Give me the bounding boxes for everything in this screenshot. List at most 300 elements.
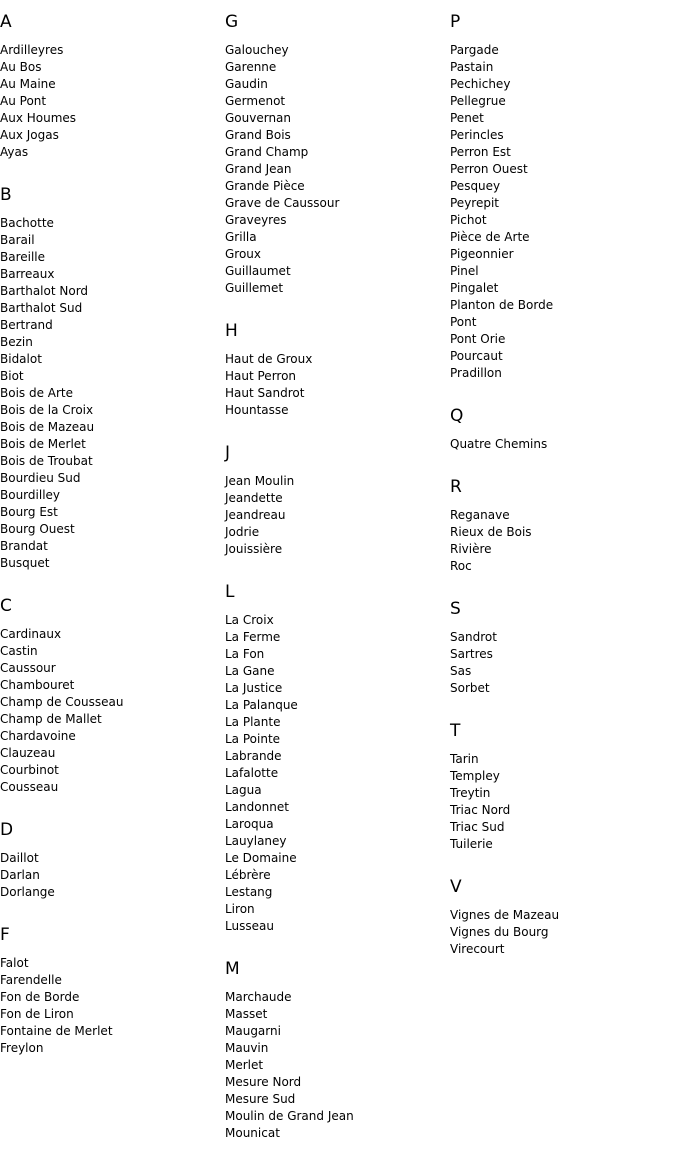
place-link[interactable]: Rivière xyxy=(450,542,492,556)
place-link[interactable]: Bourdieu Sud xyxy=(0,471,81,485)
list-item xyxy=(0,385,225,402)
list-item xyxy=(450,229,675,246)
list-item xyxy=(225,1091,450,1108)
place-link[interactable]: Busquet xyxy=(0,556,50,570)
list-item xyxy=(0,368,225,385)
list-item xyxy=(450,663,675,680)
letter-group-j xyxy=(225,443,450,558)
index-column-2 xyxy=(225,0,450,1166)
list-item xyxy=(0,334,225,351)
place-link[interactable]: Reganave xyxy=(450,508,510,522)
place-link[interactable]: Penet xyxy=(450,111,484,125)
list-item xyxy=(0,436,225,453)
place-link[interactable]: Sorbet xyxy=(450,681,490,695)
place-link[interactable]: Lestang xyxy=(225,885,273,899)
letter-group-p xyxy=(450,12,675,382)
list-item xyxy=(225,782,450,799)
list-item xyxy=(225,850,450,867)
list-item xyxy=(450,195,675,212)
list-item xyxy=(225,1040,450,1057)
list-item xyxy=(225,280,450,297)
list-item xyxy=(450,331,675,348)
list-item xyxy=(225,263,450,280)
list-item xyxy=(225,731,450,748)
place-link[interactable]: Gaudin xyxy=(225,77,268,91)
list-item xyxy=(225,663,450,680)
place-link[interactable]: Barreaux xyxy=(0,267,55,281)
list-item xyxy=(0,728,225,745)
place-link[interactable]: Jean Moulin xyxy=(225,474,295,488)
index-column-3 xyxy=(450,0,675,982)
list-item xyxy=(0,555,225,572)
list-item xyxy=(0,504,225,521)
letter-heading: R xyxy=(450,477,462,497)
list-item xyxy=(450,76,675,93)
place-link[interactable]: Labrande xyxy=(225,749,282,763)
list-item xyxy=(0,643,225,660)
list-item xyxy=(225,646,450,663)
place-list xyxy=(0,955,225,1057)
list-item xyxy=(225,385,450,402)
letter-heading: P xyxy=(450,12,461,32)
place-list xyxy=(225,989,450,1142)
place-link[interactable]: Tuilerie xyxy=(450,837,493,851)
place-link[interactable]: Landonnet xyxy=(225,800,289,814)
place-link[interactable]: Masset xyxy=(225,1007,268,1021)
list-item xyxy=(225,884,450,901)
place-link[interactable]: Jeandette xyxy=(225,491,283,505)
letter-group-l xyxy=(225,582,450,935)
place-link[interactable]: Sandrot xyxy=(450,630,497,644)
place-link[interactable]: Triac Sud xyxy=(450,820,505,834)
list-item xyxy=(225,59,450,76)
place-link[interactable]: Jodrie xyxy=(225,525,260,539)
place-link[interactable]: Pellegrue xyxy=(450,94,506,108)
list-item xyxy=(225,1074,450,1091)
list-item xyxy=(0,351,225,368)
place-link[interactable]: Laroqua xyxy=(225,817,274,831)
letter-heading: Q xyxy=(450,406,464,426)
list-item xyxy=(225,541,450,558)
place-link[interactable]: Treytin xyxy=(450,786,491,800)
place-link[interactable]: Lafalotte xyxy=(225,766,279,780)
letter-heading: A xyxy=(0,12,12,32)
place-link[interactable]: Clauzeau xyxy=(0,746,56,760)
letter-heading: H xyxy=(225,321,238,341)
list-item xyxy=(225,490,450,507)
list-item xyxy=(225,42,450,59)
list-item xyxy=(225,714,450,731)
list-item xyxy=(0,59,225,76)
list-item xyxy=(225,127,450,144)
list-item xyxy=(450,558,675,575)
place-link[interactable]: Pourcaut xyxy=(450,349,503,363)
place-link[interactable]: Maugarni xyxy=(225,1024,281,1038)
place-link[interactable]: Lagua xyxy=(225,783,262,797)
place-link[interactable]: La Gane xyxy=(225,664,275,678)
letter-group-h xyxy=(225,321,450,419)
list-item xyxy=(450,314,675,331)
list-item xyxy=(0,93,225,110)
place-link[interactable]: Pont Orie xyxy=(450,332,506,346)
place-link[interactable]: Pigeonnier xyxy=(450,247,514,261)
list-item xyxy=(225,918,450,935)
place-link[interactable]: Champ de Mallet xyxy=(0,712,102,726)
list-item xyxy=(225,680,450,697)
list-item xyxy=(225,748,450,765)
place-link[interactable]: Graveyres xyxy=(225,213,287,227)
list-item xyxy=(0,1040,225,1057)
place-link[interactable]: Peyrepit xyxy=(450,196,500,210)
list-item xyxy=(0,850,225,867)
place-link[interactable]: Au Bos xyxy=(0,60,42,74)
place-link[interactable]: Mesure Sud xyxy=(225,1092,296,1106)
place-link[interactable]: Darlan xyxy=(0,868,40,882)
list-item xyxy=(0,745,225,762)
list-item xyxy=(0,660,225,677)
place-link[interactable]: Pesquey xyxy=(450,179,501,193)
place-link[interactable]: Galouchey xyxy=(225,43,289,57)
list-item xyxy=(450,768,675,785)
place-link[interactable]: Le Domaine xyxy=(225,851,297,865)
list-item xyxy=(225,402,450,419)
list-item xyxy=(0,694,225,711)
place-link[interactable]: Bertrand xyxy=(0,318,53,332)
list-item xyxy=(225,989,450,1006)
place-link[interactable]: Guillemet xyxy=(225,281,284,295)
list-item xyxy=(0,955,225,972)
place-link[interactable]: Bareille xyxy=(0,250,46,264)
place-link[interactable]: Pastain xyxy=(450,60,494,74)
place-link[interactable]: Aux Houmes xyxy=(0,111,77,125)
letter-heading: V xyxy=(450,877,462,897)
list-item xyxy=(0,711,225,728)
list-item xyxy=(450,941,675,958)
list-item xyxy=(225,867,450,884)
list-item xyxy=(450,59,675,76)
place-link[interactable]: Barthalot Sud xyxy=(0,301,83,315)
place-list xyxy=(0,42,225,161)
place-link[interactable]: Aux Jogas xyxy=(0,128,59,142)
place-link[interactable]: Brandat xyxy=(0,539,48,553)
place-link[interactable]: Ardilleyres xyxy=(0,43,64,57)
place-list xyxy=(225,42,450,297)
list-item xyxy=(225,76,450,93)
list-item xyxy=(225,473,450,490)
place-link[interactable]: Bidalot xyxy=(0,352,42,366)
place-link[interactable]: Grand Jean xyxy=(225,162,292,176)
place-link[interactable]: Sas xyxy=(450,664,472,678)
list-item xyxy=(225,351,450,368)
place-link[interactable]: Bourg Ouest xyxy=(0,522,75,536)
list-item xyxy=(225,1057,450,1074)
place-link[interactable]: Groux xyxy=(225,247,262,261)
place-link[interactable]: Mounicat xyxy=(225,1126,280,1140)
place-link[interactable]: Templey xyxy=(450,769,500,783)
place-link[interactable]: Haut Sandrot xyxy=(225,386,305,400)
list-item xyxy=(0,677,225,694)
list-item xyxy=(450,836,675,853)
list-item xyxy=(225,697,450,714)
list-item xyxy=(0,470,225,487)
place-link[interactable]: Pingalet xyxy=(450,281,499,295)
letter-heading: J xyxy=(225,443,231,463)
list-item xyxy=(0,283,225,300)
place-link[interactable]: Guillaumet xyxy=(225,264,291,278)
place-link[interactable]: Grilla xyxy=(225,230,257,244)
place-link[interactable]: Lusseau xyxy=(225,919,274,933)
list-item xyxy=(225,901,450,918)
list-item xyxy=(225,368,450,385)
list-item xyxy=(450,212,675,229)
place-link[interactable]: Pechichey xyxy=(450,77,511,91)
list-item xyxy=(225,195,450,212)
place-link[interactable]: Barthalot Nord xyxy=(0,284,89,298)
place-link[interactable]: Hountasse xyxy=(225,403,289,417)
list-item xyxy=(0,317,225,334)
place-list xyxy=(0,215,225,572)
place-link[interactable]: Freylon xyxy=(0,1041,44,1055)
place-link[interactable]: Pichot xyxy=(450,213,487,227)
place-link[interactable]: Marchaude xyxy=(225,990,292,1004)
place-link[interactable]: La Croix xyxy=(225,613,274,627)
list-item xyxy=(450,785,675,802)
place-link[interactable]: Bois de Arte xyxy=(0,386,74,400)
list-item xyxy=(450,629,675,646)
place-link[interactable]: Grand Champ xyxy=(225,145,309,159)
place-link[interactable]: Perron Est xyxy=(450,145,511,159)
place-link[interactable]: Jeandreau xyxy=(225,508,286,522)
index-column-1 xyxy=(0,0,225,1081)
place-link[interactable]: Sartres xyxy=(450,647,493,661)
place-link[interactable]: Roc xyxy=(450,559,472,573)
letter-heading: M xyxy=(225,959,240,979)
place-link[interactable]: Quatre Chemins xyxy=(450,437,548,451)
place-link[interactable]: Bois de la Croix xyxy=(0,403,94,417)
list-item xyxy=(0,487,225,504)
place-link[interactable]: Cardinaux xyxy=(0,627,62,641)
place-link[interactable]: Mauvin xyxy=(225,1041,269,1055)
place-list xyxy=(450,42,675,382)
list-item xyxy=(450,436,675,453)
letter-heading: G xyxy=(225,12,239,32)
place-link[interactable]: Dorlange xyxy=(0,885,55,899)
list-item xyxy=(225,507,450,524)
place-link[interactable]: Planton de Borde xyxy=(450,298,554,312)
list-item xyxy=(0,1006,225,1023)
place-link[interactable]: Perincles xyxy=(450,128,504,142)
list-item xyxy=(450,541,675,558)
place-link[interactable]: Falot xyxy=(0,956,29,970)
place-link[interactable]: Pinel xyxy=(450,264,479,278)
place-link[interactable]: Grave de Caussour xyxy=(225,196,340,210)
list-item xyxy=(450,297,675,314)
place-link[interactable]: Garenne xyxy=(225,60,277,74)
place-link[interactable]: Bois de Mazeau xyxy=(0,420,95,434)
place-link[interactable]: Mesure Nord xyxy=(225,1075,302,1089)
place-link[interactable]: La Fon xyxy=(225,647,265,661)
place-link[interactable]: Lébrère xyxy=(225,868,271,882)
place-link[interactable]: Cousseau xyxy=(0,780,59,794)
place-link[interactable]: Liron xyxy=(225,902,255,916)
letter-group-c xyxy=(0,596,225,796)
letter-group-m xyxy=(225,959,450,1142)
place-link[interactable]: Bois de Merlet xyxy=(0,437,86,451)
place-link[interactable]: La Justice xyxy=(225,681,283,695)
list-item xyxy=(0,266,225,283)
place-link[interactable]: Bachotte xyxy=(0,216,54,230)
list-item xyxy=(225,765,450,782)
list-item xyxy=(225,93,450,110)
list-item xyxy=(450,524,675,541)
place-link[interactable]: La Plante xyxy=(225,715,281,729)
place-link[interactable]: Fon de Liron xyxy=(0,1007,74,1021)
place-link[interactable]: Grand Bois xyxy=(225,128,291,142)
list-item xyxy=(0,249,225,266)
list-item xyxy=(225,833,450,850)
place-list xyxy=(225,351,450,419)
list-item xyxy=(450,365,675,382)
letter-group-b xyxy=(0,185,225,572)
place-link[interactable]: Chardavoine xyxy=(0,729,76,743)
place-link[interactable]: Pièce de Arte xyxy=(450,230,530,244)
place-link[interactable]: Pargade xyxy=(450,43,499,57)
place-link[interactable]: Pont xyxy=(450,315,477,329)
list-item xyxy=(0,300,225,317)
letter-heading: C xyxy=(0,596,12,616)
list-item xyxy=(450,93,675,110)
place-link[interactable]: Merlet xyxy=(225,1058,264,1072)
letter-group-q xyxy=(450,406,675,453)
list-item xyxy=(450,348,675,365)
place-list xyxy=(450,436,675,453)
place-link[interactable]: La Ferme xyxy=(225,630,281,644)
letter-group-s xyxy=(450,599,675,697)
list-item xyxy=(0,779,225,796)
place-link[interactable]: Champ de Cousseau xyxy=(0,695,124,709)
letter-heading: T xyxy=(450,721,461,741)
list-item xyxy=(450,42,675,59)
list-item xyxy=(0,1023,225,1040)
place-link[interactable]: Triac Nord xyxy=(450,803,511,817)
list-item xyxy=(0,42,225,59)
list-item xyxy=(225,1006,450,1023)
place-link[interactable]: Lauylaney xyxy=(225,834,287,848)
place-link[interactable]: Chambouret xyxy=(0,678,75,692)
list-item xyxy=(225,246,450,263)
place-list xyxy=(450,907,675,958)
list-item xyxy=(450,110,675,127)
place-link[interactable]: Farendelle xyxy=(0,973,62,987)
list-item xyxy=(450,507,675,524)
letter-group-t xyxy=(450,721,675,853)
list-item xyxy=(225,524,450,541)
place-link[interactable]: Bois de Troubat xyxy=(0,454,93,468)
place-link[interactable]: Vignes du Bourg xyxy=(450,925,549,939)
letter-heading: D xyxy=(0,820,14,840)
list-item xyxy=(225,612,450,629)
list-item xyxy=(225,110,450,127)
place-link[interactable]: Au Maine xyxy=(0,77,56,91)
place-link[interactable]: Fontaine de Merlet xyxy=(0,1024,113,1038)
place-list xyxy=(450,629,675,697)
place-link[interactable]: Bezin xyxy=(0,335,33,349)
list-item xyxy=(0,76,225,93)
place-link[interactable]: La Palanque xyxy=(225,698,298,712)
list-item xyxy=(225,816,450,833)
list-item xyxy=(225,229,450,246)
place-list xyxy=(450,507,675,575)
place-link[interactable]: Moulin de Grand Jean xyxy=(225,1109,354,1123)
list-item xyxy=(225,799,450,816)
place-list xyxy=(0,626,225,796)
place-link[interactable]: Perron Ouest xyxy=(450,162,528,176)
place-list xyxy=(225,473,450,558)
list-item xyxy=(450,802,675,819)
place-link[interactable]: Courbinot xyxy=(0,763,59,777)
place-link[interactable]: Biot xyxy=(0,369,24,383)
place-link[interactable]: Haut de Groux xyxy=(225,352,313,366)
place-link[interactable]: Tarin xyxy=(450,752,479,766)
place-link[interactable]: Vignes de Mazeau xyxy=(450,908,560,922)
list-item xyxy=(0,989,225,1006)
place-list xyxy=(225,612,450,935)
list-item xyxy=(0,762,225,779)
list-item xyxy=(225,161,450,178)
place-link[interactable]: Barail xyxy=(0,233,35,247)
list-item xyxy=(450,127,675,144)
list-item xyxy=(0,538,225,555)
place-link[interactable]: Virecourt xyxy=(450,942,505,956)
letter-heading: S xyxy=(450,599,461,619)
place-link[interactable]: Bourdilley xyxy=(0,488,61,502)
list-item xyxy=(0,215,225,232)
place-link[interactable]: Au Pont xyxy=(0,94,47,108)
list-item xyxy=(450,144,675,161)
place-list xyxy=(450,751,675,853)
place-link[interactable]: Grande Pièce xyxy=(225,179,305,193)
list-item xyxy=(225,629,450,646)
place-link[interactable]: Daillot xyxy=(0,851,39,865)
place-link[interactable]: Bourg Est xyxy=(0,505,58,519)
place-link[interactable]: Jouissière xyxy=(225,542,283,556)
place-link[interactable]: La Pointe xyxy=(225,732,281,746)
place-link[interactable]: Gouvernan xyxy=(225,111,292,125)
list-item xyxy=(450,751,675,768)
list-item xyxy=(0,626,225,643)
list-item xyxy=(450,680,675,697)
list-item xyxy=(450,646,675,663)
place-link[interactable]: Rieux de Bois xyxy=(450,525,532,539)
place-link[interactable]: Pradillon xyxy=(450,366,502,380)
letter-group-d xyxy=(0,820,225,901)
list-item xyxy=(0,867,225,884)
place-link[interactable]: Haut Perron xyxy=(225,369,297,383)
place-link[interactable]: Germenot xyxy=(225,94,286,108)
letter-group-r xyxy=(450,477,675,575)
list-item xyxy=(0,144,225,161)
list-item xyxy=(450,246,675,263)
place-link[interactable]: Ayas xyxy=(0,145,29,159)
list-item xyxy=(225,1023,450,1040)
list-item xyxy=(450,161,675,178)
list-item xyxy=(0,972,225,989)
place-link[interactable]: Caussour xyxy=(0,661,56,675)
list-item xyxy=(0,453,225,470)
place-link[interactable]: Castin xyxy=(0,644,38,658)
list-item xyxy=(0,110,225,127)
place-link[interactable]: Fon de Borde xyxy=(0,990,80,1004)
